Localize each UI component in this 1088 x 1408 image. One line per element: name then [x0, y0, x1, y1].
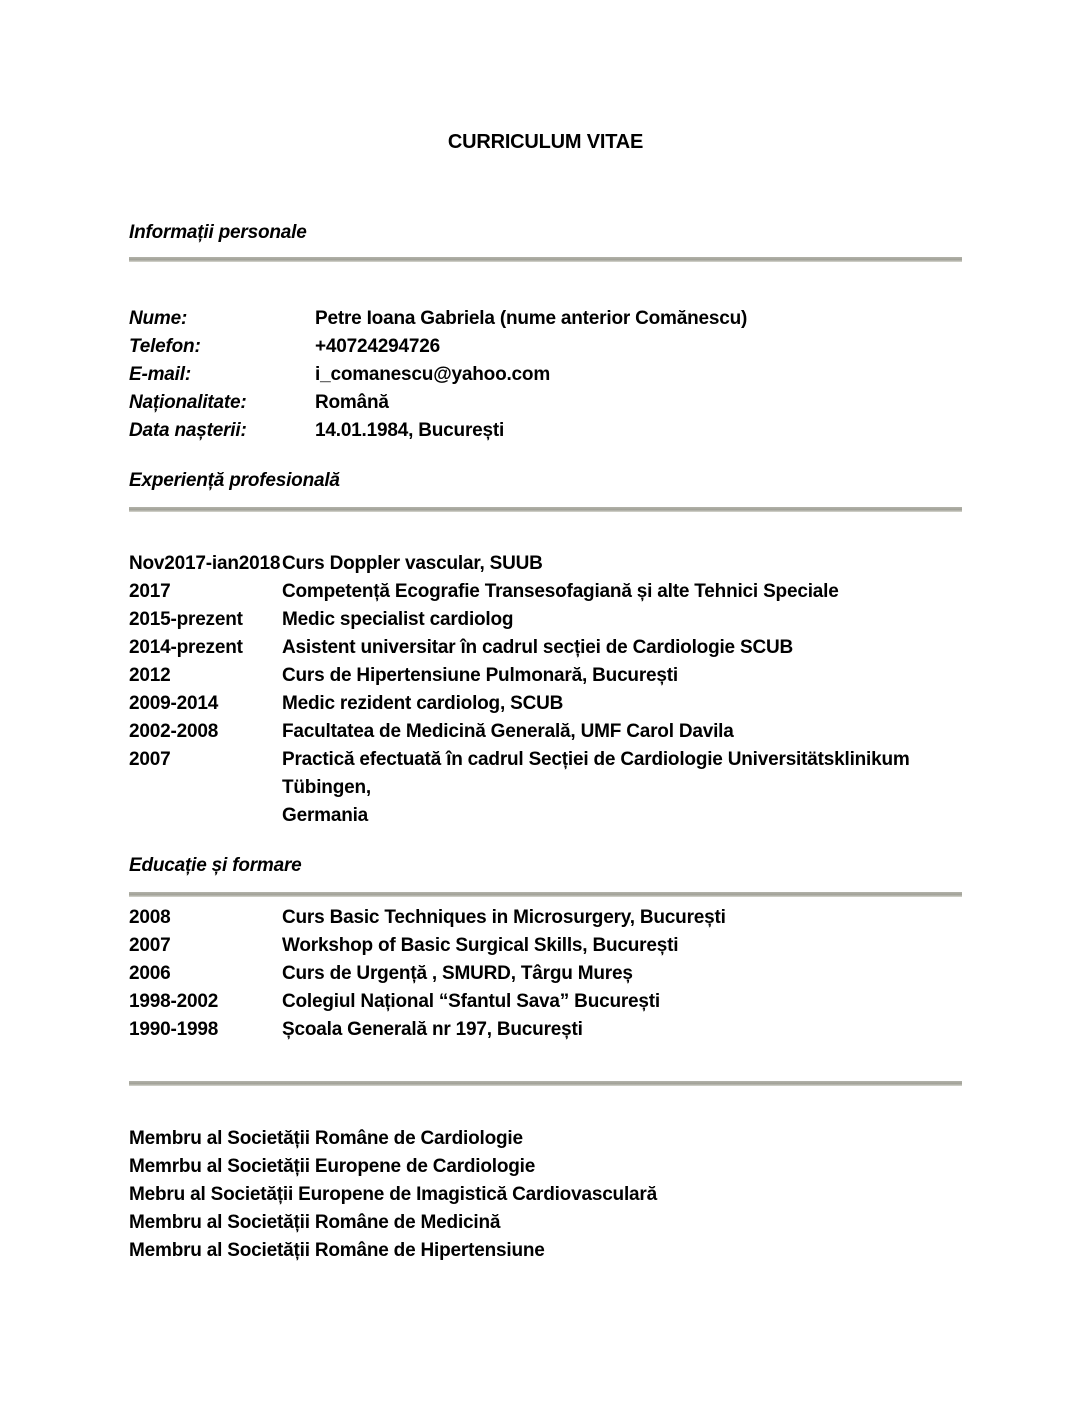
- education-entries: [129, 904, 962, 1044]
- personal-field-label: Naționalitate:: [129, 392, 247, 413]
- personal-info-fields: [129, 305, 962, 445]
- experience-entries: [129, 550, 962, 830]
- education-entry-row: [129, 988, 962, 1016]
- section-heading-personal-info: Informații personale: [129, 222, 307, 243]
- experience-entry-row: [129, 662, 962, 690]
- experience-entry-row: [129, 550, 962, 578]
- entry-description: Curs Doppler vascular, SUUB: [282, 553, 543, 574]
- entry-period: 2007: [129, 749, 171, 770]
- entry-description: Workshop of Basic Surgical Skills, București: [282, 935, 679, 956]
- membership-item: Membru al Societății Române de Cardiologie: [129, 1128, 523, 1149]
- entry-period: 2006: [129, 963, 171, 984]
- personal-field-label: Data nașterii:: [129, 420, 247, 441]
- entry-period: 2015-prezent: [129, 609, 243, 630]
- entry-period: 2002-2008: [129, 721, 219, 742]
- entry-description: Curs Basic Techniques in Microsurgery, București: [282, 907, 726, 928]
- entry-description: Practică efectuată în cadrul Secției de Cardiologie Universitätsklinikum Tübingen,: [282, 749, 910, 798]
- membership-item: Membru al Societății Române de Medicină: [129, 1212, 501, 1233]
- personal-field-value: +40724294726: [315, 336, 440, 357]
- personal-field-row: [129, 361, 962, 389]
- membership-item: Membru al Societății Române de Hipertensiune: [129, 1240, 545, 1261]
- membership-item: Mebru al Societății Europene de Imagistică Cardiovasculară: [129, 1184, 657, 1205]
- experience-entry-row: [129, 690, 962, 718]
- experience-entry-row: [129, 718, 962, 746]
- personal-field-row: [129, 333, 962, 361]
- entry-period: 2009-2014: [129, 693, 219, 714]
- entry-period: 2014-prezent: [129, 637, 243, 658]
- entry-period-empty: [129, 802, 282, 830]
- experience-entry-row-continuation: [129, 802, 962, 830]
- divider-education: [129, 892, 962, 897]
- personal-field-label: Telefon:: [129, 336, 201, 357]
- entry-description: Medic specialist cardiolog: [282, 609, 514, 630]
- personal-field-row: [129, 417, 962, 445]
- personal-field-value: Petre Ioana Gabriela (nume anterior Comănescu): [315, 308, 748, 329]
- entry-period: 1998-2002: [129, 991, 219, 1012]
- experience-entry-row: [129, 578, 962, 606]
- entry-period: 2017: [129, 581, 171, 602]
- entry-period: 1990-1998: [129, 1019, 219, 1040]
- personal-field-value: 14.01.1984, București: [315, 420, 505, 441]
- education-entry-row: [129, 932, 962, 960]
- personal-field-label: E-mail:: [129, 364, 191, 385]
- entry-period: 2007: [129, 935, 171, 956]
- experience-entry-row: [129, 746, 962, 802]
- personal-field-row: [129, 389, 962, 417]
- memberships-list: [129, 1125, 962, 1265]
- entry-description: Facultatea de Medicină Generală, UMF Carol Davila: [282, 721, 734, 742]
- personal-field-value: Română: [315, 392, 389, 413]
- entry-description: Competență Ecografie Transesofagiană și alte Tehnici Speciale: [282, 581, 839, 602]
- entry-description: Asistent universitar în cadrul secției de Cardiologie SCUB: [282, 637, 794, 658]
- divider-personal: [129, 257, 962, 262]
- entry-description: Școala Generală nr 197, București: [282, 1019, 583, 1040]
- divider-experience: [129, 507, 962, 512]
- section-heading-experience: Experiență profesională: [129, 470, 340, 491]
- education-entry-row: [129, 960, 962, 988]
- experience-entry-row: [129, 634, 962, 662]
- entry-description: Colegiul Național “Sfantul Sava” București: [282, 991, 661, 1012]
- personal-field-row: [129, 305, 962, 333]
- personal-field-value: i_comanescu@yahoo.com: [315, 364, 551, 385]
- entry-description: Curs de Hipertensiune Pulmonară, București: [282, 665, 678, 686]
- membership-item: Memrbu al Societății Europene de Cardiologie: [129, 1156, 536, 1177]
- entry-period: Nov2017-ian2018: [129, 553, 281, 574]
- section-heading-education: Educație și formare: [129, 855, 302, 876]
- entry-description: Curs de Urgență , SMURD, Târgu Mureș: [282, 963, 633, 984]
- entry-period: 2012: [129, 665, 171, 686]
- education-entry-row: [129, 904, 962, 932]
- entry-description-continuation: Germania: [282, 805, 369, 826]
- page-title: CURRICULUM VITAE: [447, 131, 644, 153]
- experience-entry-row: [129, 606, 962, 634]
- entry-description: Medic rezident cardiolog, SCUB: [282, 693, 564, 714]
- divider-memberships: [129, 1081, 962, 1086]
- education-entry-row: [129, 1016, 962, 1044]
- personal-field-label: Nume:: [129, 308, 188, 329]
- entry-period: 2008: [129, 907, 171, 928]
